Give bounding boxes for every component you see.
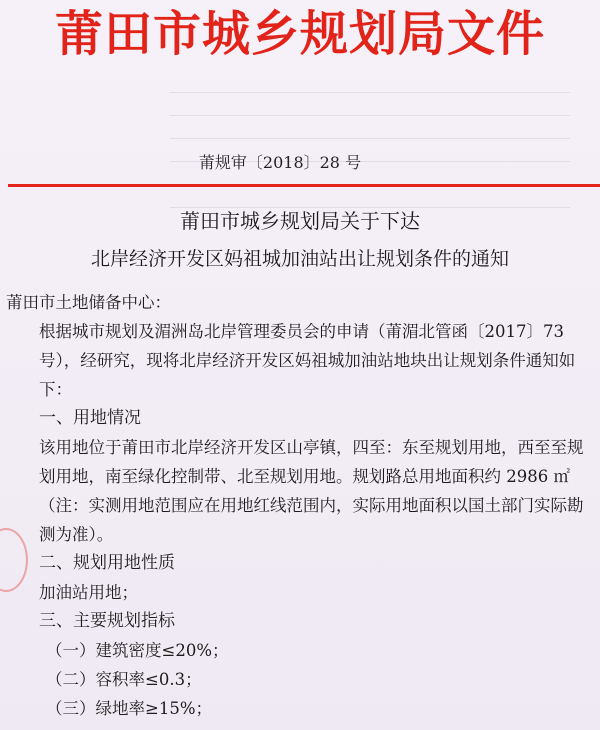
recipient-line: 莆田市土地储备中心： (6, 293, 171, 312)
indicator-item: （二）容积率≤0.3； (46, 670, 202, 689)
section-2-text: 加油站用地； (39, 583, 138, 602)
letterhead-title: 莆田市城乡规划局文件 (54, 6, 545, 62)
notice-title-line-1: 莆田市城乡规划局关于下达 (180, 209, 420, 233)
intro-paragraph: 根据城市规划及湄洲岛北岸管理委员会的申请（莆湄北管函〔2017〕73 号），经研究，现将北岸经济开发区妈祖城加油站地块出让规划条件通知如下： (39, 322, 576, 399)
red-divider-line (8, 184, 600, 187)
indicator-item: （三）绿地率≥15%； (46, 699, 212, 718)
notice-title-line-2: 北岸经济开发区妈祖城加油站出让规划条件的通知 (90, 248, 509, 270)
section-3-heading: 三、主要规划指标 (39, 611, 175, 631)
section-1-text: 该用地位于莆田市北岸经济开发区山亭镇，四至：东至规划用地，西至至规划用地，南至绿化控制带、北至规划用地。规划路总用地面积约 2986 ㎡（注：实测用地范围应在用地红线范围内，实际用地面积以国土部门实际勘测为准）。 (39, 438, 584, 544)
document-number: 莆规审〔2018〕28 号 (198, 153, 362, 172)
section-2-heading: 二、规划用地性质 (39, 553, 175, 573)
document-body (6, 288, 596, 723)
indicator-item: （一）建筑密度≤20%； (46, 641, 229, 660)
section-1-heading: 一、用地情况 (39, 408, 141, 428)
